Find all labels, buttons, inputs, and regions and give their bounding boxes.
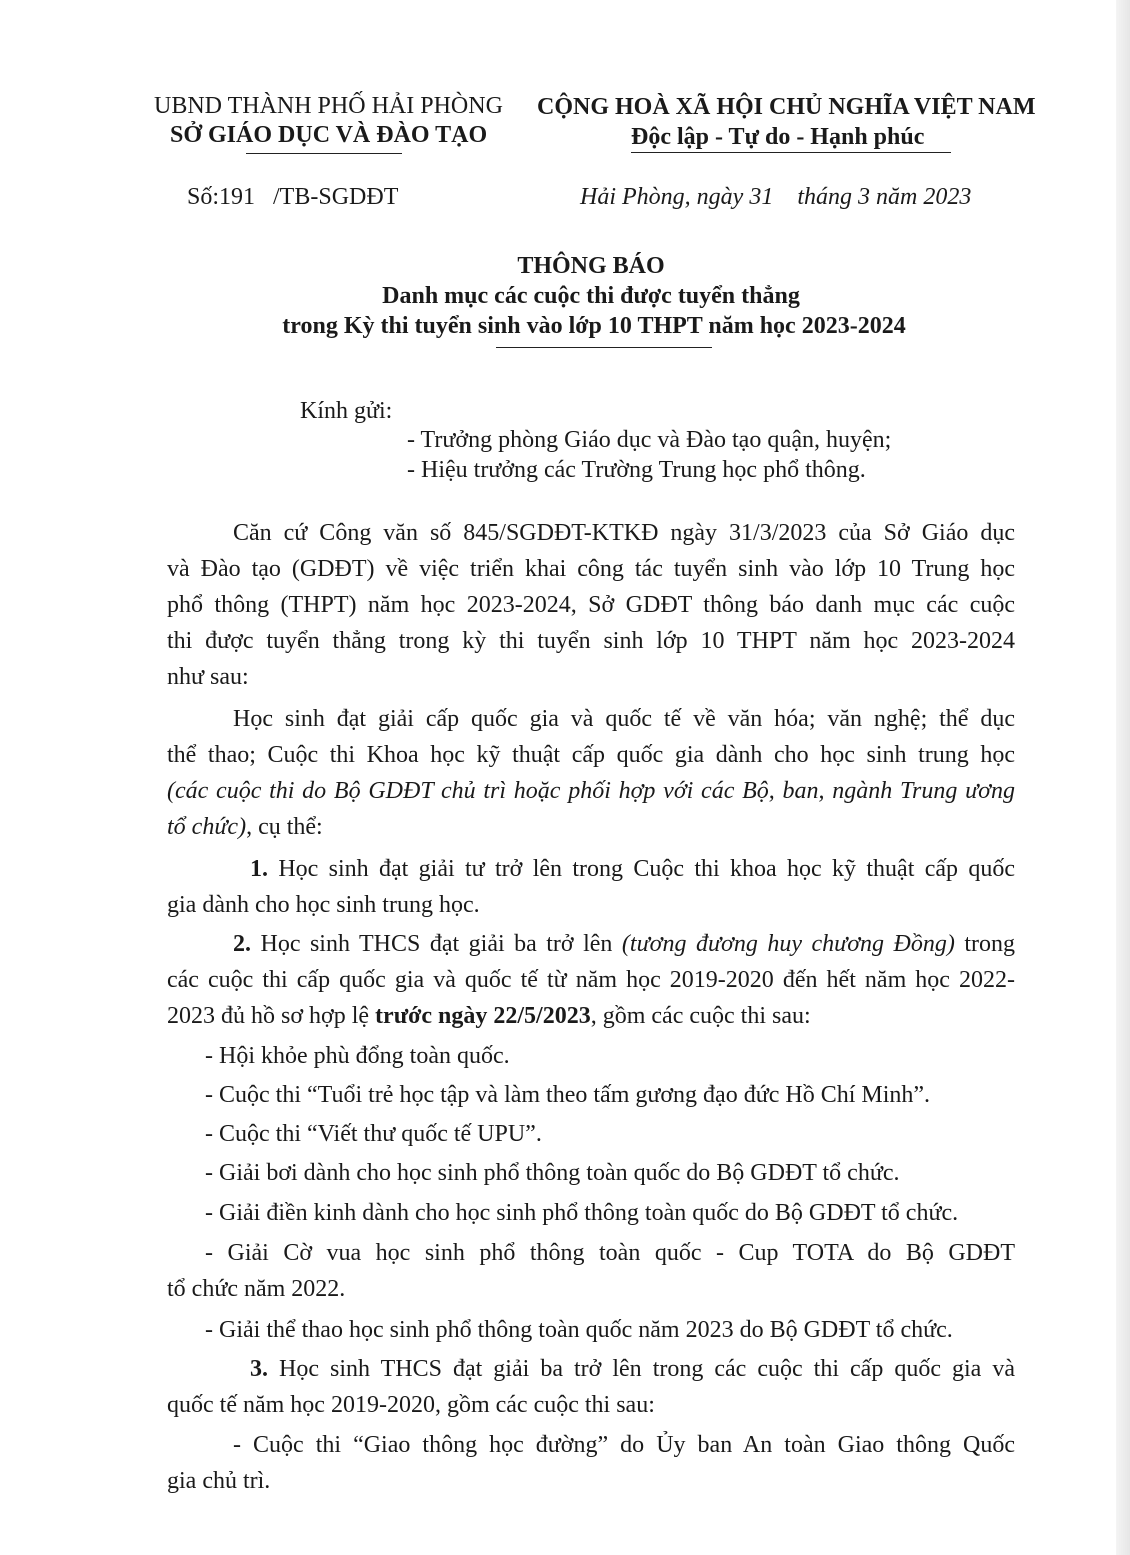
paragraph-line: quốc tế năm học 2019-2020, gồm các cuộc thi sau: xyxy=(167,1392,655,1418)
text-run: , gồm các cuộc thi sau: xyxy=(590,1003,811,1029)
item-number: 1. xyxy=(250,856,268,882)
document-subtitle-1: Danh mục các cuộc thi được tuyển thẳng xyxy=(382,283,800,309)
paragraph-line: gia chủ trì. xyxy=(167,1468,271,1494)
document-number: Số:191 /TB-SGDĐT xyxy=(187,184,399,210)
paragraph-line-italic: (các cuộc thi do Bộ GDĐT chủ trì hoặc phối hợp với các Bộ, ban, ngành Trung ương xyxy=(167,778,1015,804)
place-date: Hải Phòng, ngày 31 tháng 3 năm 2023 xyxy=(580,184,972,210)
competition-item: - Hội khỏe phù đổng toàn quốc. xyxy=(205,1043,510,1069)
document-title: THÔNG BÁO xyxy=(517,253,665,279)
agency-name: UBND THÀNH PHỐ HẢI PHÒNG xyxy=(154,93,503,119)
competition-item: - Giải thể thao học sinh phổ thông toàn quốc năm 2023 do Bộ GDĐT tổ chức. xyxy=(205,1317,953,1343)
paragraph-line: các cuộc thi cấp quốc gia và quốc tế từ năm học 2019-2020 đến hết năm học 2022- xyxy=(167,967,1015,993)
paragraph-line: gia dành cho học sinh trung học. xyxy=(167,892,480,918)
text-run: , cụ thể: xyxy=(246,814,323,840)
paragraph-line: Căn cứ Công văn số 845/SGDĐT-KTKĐ ngày 31/3/2023 của Sở Giáo dục xyxy=(233,520,1015,546)
paragraph-line: Học sinh đạt giải cấp quốc gia và quốc tế về văn hóa; văn nghệ; thể dục xyxy=(233,706,1015,732)
competition-item: - Cuộc thi “Giao thông học đường” do Ủy ban An toàn Giao thông Quốc xyxy=(233,1432,1015,1458)
item-number: 2. xyxy=(233,931,251,957)
competition-item: - Giải điền kinh dành cho học sinh phổ thông toàn quốc do Bộ GDĐT tổ chức. xyxy=(205,1200,959,1226)
recipient-item: - Trưởng phòng Giáo dục và Đào tạo quận, huyện; xyxy=(407,427,892,453)
italic-phrase: tổ chức) xyxy=(167,814,247,840)
paragraph-line: phổ thông (THPT) năm học 2023-2024, Sở GDĐT thông báo danh mục các cuộc xyxy=(167,592,1015,618)
list-item-2 xyxy=(233,930,1015,958)
list-item-3 xyxy=(250,1355,1015,1383)
competition-item: - Cuộc thi “Tuổi trẻ học tập và làm theo tấm gương đạo đức Hồ Chí Minh”. xyxy=(205,1082,931,1108)
paragraph-line xyxy=(167,1002,1015,1030)
competition-item: - Cuộc thi “Viết thư quốc tế UPU”. xyxy=(205,1121,542,1147)
motto: Độc lập - Tự do - Hạnh phúc xyxy=(631,124,925,150)
text-run: 2023 đủ hồ sơ hợp lệ xyxy=(167,1003,376,1029)
paragraph-line: thi được tuyển thẳng trong kỳ thi tuyển sinh lớp 10 THPT năm học 2023-2024 xyxy=(167,628,1015,654)
recipients-label: Kính gửi: xyxy=(300,398,393,424)
paragraph-line: thể thao; Cuộc thi Khoa học kỹ thuật cấp quốc gia dành cho học sinh trung học xyxy=(167,742,1015,768)
italic-phrase: (tương đương huy chương Đồng) xyxy=(621,931,955,957)
text-run: trong xyxy=(954,931,1016,957)
competition-item: - Giải bơi dành cho học sinh phổ thông toàn quốc do Bộ GDĐT tổ chức. xyxy=(205,1160,900,1186)
paragraph-line: và Đào tạo (GDĐT) về việc triển khai công tác tuyển sinh vào lớp 10 Trung học xyxy=(167,556,1015,582)
competition-item: - Giải Cờ vua học sinh phổ thông toàn quốc - Cup TOTA do Bộ GDĐT xyxy=(205,1240,1015,1266)
department-name: SỞ GIÁO DỤC VÀ ĐÀO TẠO xyxy=(170,122,488,148)
document-subtitle-2: trong Kỳ thi tuyển sinh vào lớp 10 THPT năm học 2023-2024 xyxy=(282,313,906,339)
paragraph-line xyxy=(167,813,1015,841)
country-name: CỘNG HOÀ XÃ HỘI CHỦ NGHĨA VIỆT NAM xyxy=(537,94,1036,120)
item-number: 3. xyxy=(250,1356,268,1382)
title-underline xyxy=(496,347,712,348)
page-edge-shadow xyxy=(1116,0,1130,1555)
paragraph-line: như sau: xyxy=(167,664,249,690)
motto-underline xyxy=(631,152,951,153)
paragraph-line: tổ chức năm 2022. xyxy=(167,1276,346,1302)
list-item-1 xyxy=(250,855,1015,883)
deadline-date: trước ngày 22/5/2023 xyxy=(375,1003,591,1029)
department-underline xyxy=(246,153,402,154)
text-run: Học sinh THCS đạt giải ba trở lên trong các cuộc thi cấp quốc gia và xyxy=(268,1356,1015,1382)
recipient-item: - Hiệu trưởng các Trường Trung học phổ thông. xyxy=(407,457,866,483)
text-run: Học sinh THCS đạt giải ba trở lên xyxy=(251,931,622,957)
text-run: Học sinh đạt giải tư trở lên trong Cuộc thi khoa học kỹ thuật cấp quốc xyxy=(268,856,1015,882)
